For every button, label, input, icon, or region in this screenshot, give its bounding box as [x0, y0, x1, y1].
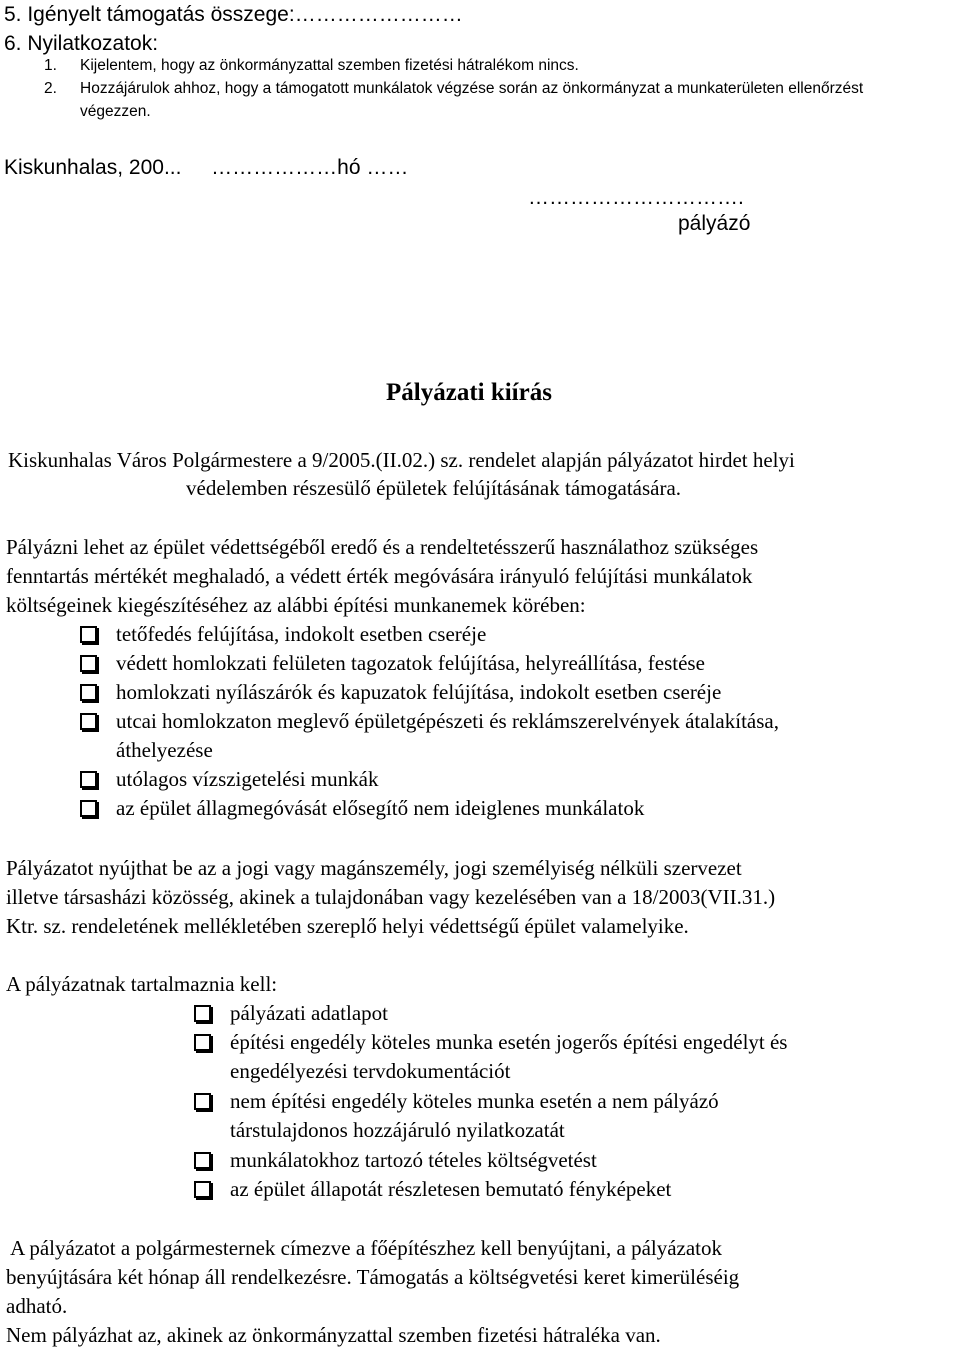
- section6-label: 6. Nyilatkozatok:: [4, 32, 159, 55]
- checkbox-icon: [194, 1093, 211, 1110]
- intro-line-2: védelemben részesülő épületek felújításának támogatására.: [186, 476, 682, 500]
- checkbox-icon: [80, 626, 97, 643]
- checklist-item-text: védett homlokzati felületen tagozatok felújítása, helyreállítása, festése: [116, 651, 705, 675]
- signature-dots: ………………………….: [528, 186, 744, 209]
- para1-line: költségeinek kiegészítéséhez az alábbi építési munkanemek körében:: [6, 593, 586, 617]
- requirement-item-text: nem építési engedély köteles munka esetén a nem pályázó: [230, 1089, 719, 1113]
- para1-line: Pályázni lehet az épület védettségéből eredő és a rendeltetésszerű használathoz szükséges: [6, 535, 759, 559]
- para2-line: Pályázatot nyújthat be az a jogi vagy magánszemély, jogi személyiség nélküli szervezet: [6, 856, 742, 880]
- checklist-item-text-cont: áthelyezése: [116, 738, 213, 762]
- checkbox-icon: [80, 684, 97, 701]
- place-date-line: [4, 153, 408, 182]
- date-dots-1: ………………: [211, 156, 338, 179]
- intro-line-1: Kiskunhalas Város Polgármestere a 9/2005.(II.02.) sz. rendelet alapján pályázatot hirdet helyi: [8, 448, 795, 472]
- checklist-item-text: tetőfedés felújítása, indokolt esetben cseréje: [116, 622, 487, 646]
- checkbox-icon: [80, 800, 97, 817]
- para3-line: adható.: [6, 1294, 68, 1318]
- checkbox-icon: [194, 1005, 211, 1022]
- month-label: hó: [337, 156, 361, 179]
- declaration-2-num: 2.: [44, 80, 57, 97]
- requirement-item-text-cont: társtulajdonos hozzájáruló nyilatkozatát: [230, 1118, 565, 1142]
- final-statement: Nem pályázhat az, akinek az önkormányzattal szemben fizetési hátraléka van.: [6, 1323, 661, 1347]
- checklist-item-text: utcai homlokzaton meglevő épületgépészeti és reklámszerelvények átalakítása,: [116, 709, 779, 733]
- checkbox-icon: [80, 713, 97, 730]
- signature-label: pályázó: [678, 212, 751, 235]
- requirement-item-text: munkálatokhoz tartozó tételes költségvetést: [230, 1148, 597, 1172]
- section5-dots: ……………………: [294, 3, 463, 26]
- para2-line: illetve társasházi közösség, akinek a tulajdonában vagy kezelésében van a 18/2003(VII.31.): [6, 885, 776, 909]
- checkbox-icon: [80, 655, 97, 672]
- checkbox-icon: [194, 1181, 211, 1198]
- requirement-item-text-cont: engedélyezési tervdokumentációt: [230, 1059, 511, 1083]
- para3-line: benyújtására két hónap áll rendelkezésre. Támogatás a költségvetési keret kimerüléséig: [6, 1265, 740, 1289]
- requirement-item-text: az épület állapotát részletesen bemutató fényképeket: [230, 1177, 672, 1201]
- checkbox-icon: [194, 1152, 211, 1169]
- checkbox-icon: [80, 771, 97, 788]
- requirement-item-text: pályázati adatlapot: [230, 1001, 389, 1025]
- declaration-1-num: 1.: [44, 57, 57, 74]
- contents-heading: A pályázatnak tartalmaznia kell:: [6, 972, 278, 996]
- para2-line: Ktr. sz. rendeletének mellékletében szereplő helyi védettségű épület valamelyike.: [6, 914, 689, 938]
- place-date: Kiskunhalas, 200...: [4, 156, 182, 179]
- checklist-item-text: az épület állagmegóvását elősegítő nem ideiglenes munkálatok: [116, 796, 645, 820]
- declaration-2-text: Hozzájárulok ahhoz, hogy a támogatott munkálatok végzése során az önkormányzat a munkaterületen ellenőrzést: [80, 80, 864, 97]
- checkbox-icon: [194, 1034, 211, 1051]
- para3-line: A pályázatot a polgármesternek címezve a főépítészhez kell benyújtani, a pályázatok: [6, 1236, 723, 1260]
- checklist-item-text: utólagos vízszigetelési munkák: [116, 767, 379, 791]
- checklist-item-text: homlokzati nyílászárók és kapuzatok felújítása, indokolt esetben cseréje: [116, 680, 722, 704]
- declaration-1-text: Kijelentem, hogy az önkormányzattal szemben fizetési hátralékom nincs.: [80, 57, 579, 74]
- requirement-item-text: építési engedély köteles munka esetén jogerős építési engedélyt és: [230, 1030, 788, 1054]
- para1-line: fenntartás mértékét meghaladó, a védett érték megóvására irányuló felújítási munkálatok: [6, 564, 753, 588]
- section5-label: 5. Igényelt támogatás összege:: [4, 3, 295, 26]
- declaration-2-text-cont: végezzen.: [80, 103, 151, 120]
- date-dots-2: ……: [366, 156, 409, 179]
- section5-line: [4, 0, 463, 29]
- page-title: Pályázati kiírás: [386, 379, 552, 406]
